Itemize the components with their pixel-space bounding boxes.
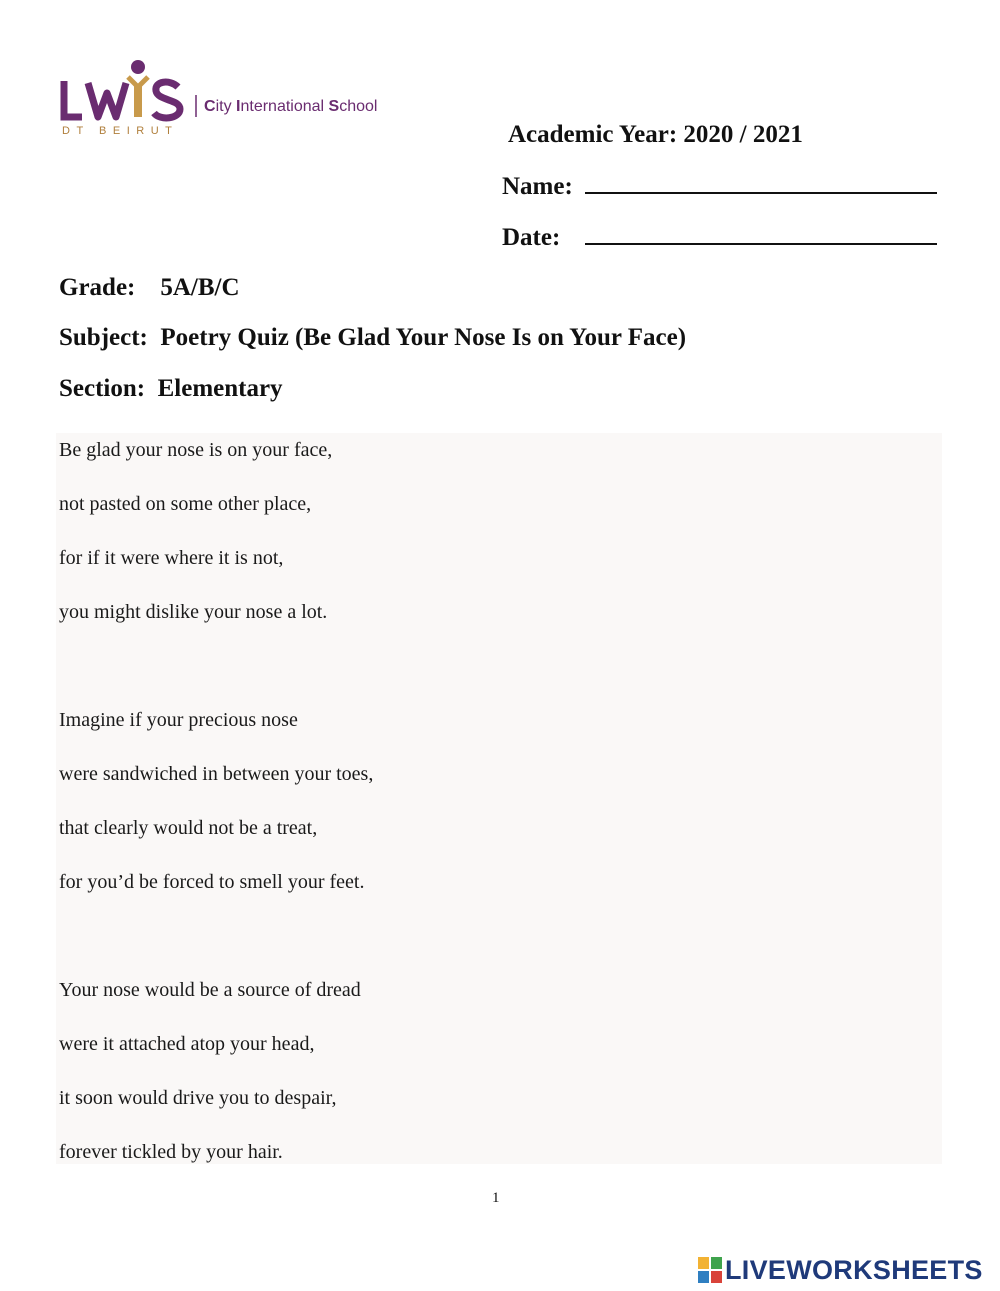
school-logo [60, 55, 420, 145]
poem-line: that clearly would not be a treat, [59, 817, 318, 839]
poem-line: Your nose would be a source of dread [59, 979, 361, 1001]
logo-school-name: City International School [204, 98, 378, 115]
lwis-logo-mark [60, 55, 200, 125]
poem-line: forever tickled by your hair. [59, 1141, 283, 1163]
date-field[interactable] [585, 223, 937, 245]
date-label: Date: [502, 224, 561, 251]
subject: Subject: Poetry Quiz (Be Glad Your Nose Is on Your Face) [59, 324, 687, 351]
poem-box [56, 433, 942, 1164]
poem-line: were sandwiched in between your toes, [59, 763, 374, 785]
grade: Grade: 5A/B/C [59, 274, 240, 301]
poem-line: not pasted on some other place, [59, 493, 312, 515]
date-row [502, 223, 937, 252]
poem-line: Be glad your nose is on your face, [59, 439, 333, 461]
poem-line: Imagine if your precious nose [59, 709, 298, 731]
section: Section: Elementary [59, 375, 283, 402]
name-row [502, 172, 937, 201]
page-number: 1 [492, 1190, 500, 1206]
name-label: Name: [502, 173, 573, 200]
logo-city: DT BEIRUT [62, 125, 179, 137]
poem-line: it soon would drive you to despair, [59, 1087, 337, 1109]
poem-line: for if it were where it is not, [59, 547, 284, 569]
liveworksheets-icon [698, 1257, 722, 1283]
poem-line: were it attached atop your head, [59, 1033, 315, 1055]
liveworksheets-text: LIVEWORKSHEETS [725, 1254, 983, 1285]
poem-line: for you’d be forced to smell your feet. [59, 871, 365, 893]
poem-line: you might dislike your nose a lot. [59, 601, 328, 623]
liveworksheets-logo [698, 1255, 983, 1285]
name-field[interactable] [585, 172, 937, 194]
academic-year: Academic Year: 2020 / 2021 [508, 121, 803, 148]
